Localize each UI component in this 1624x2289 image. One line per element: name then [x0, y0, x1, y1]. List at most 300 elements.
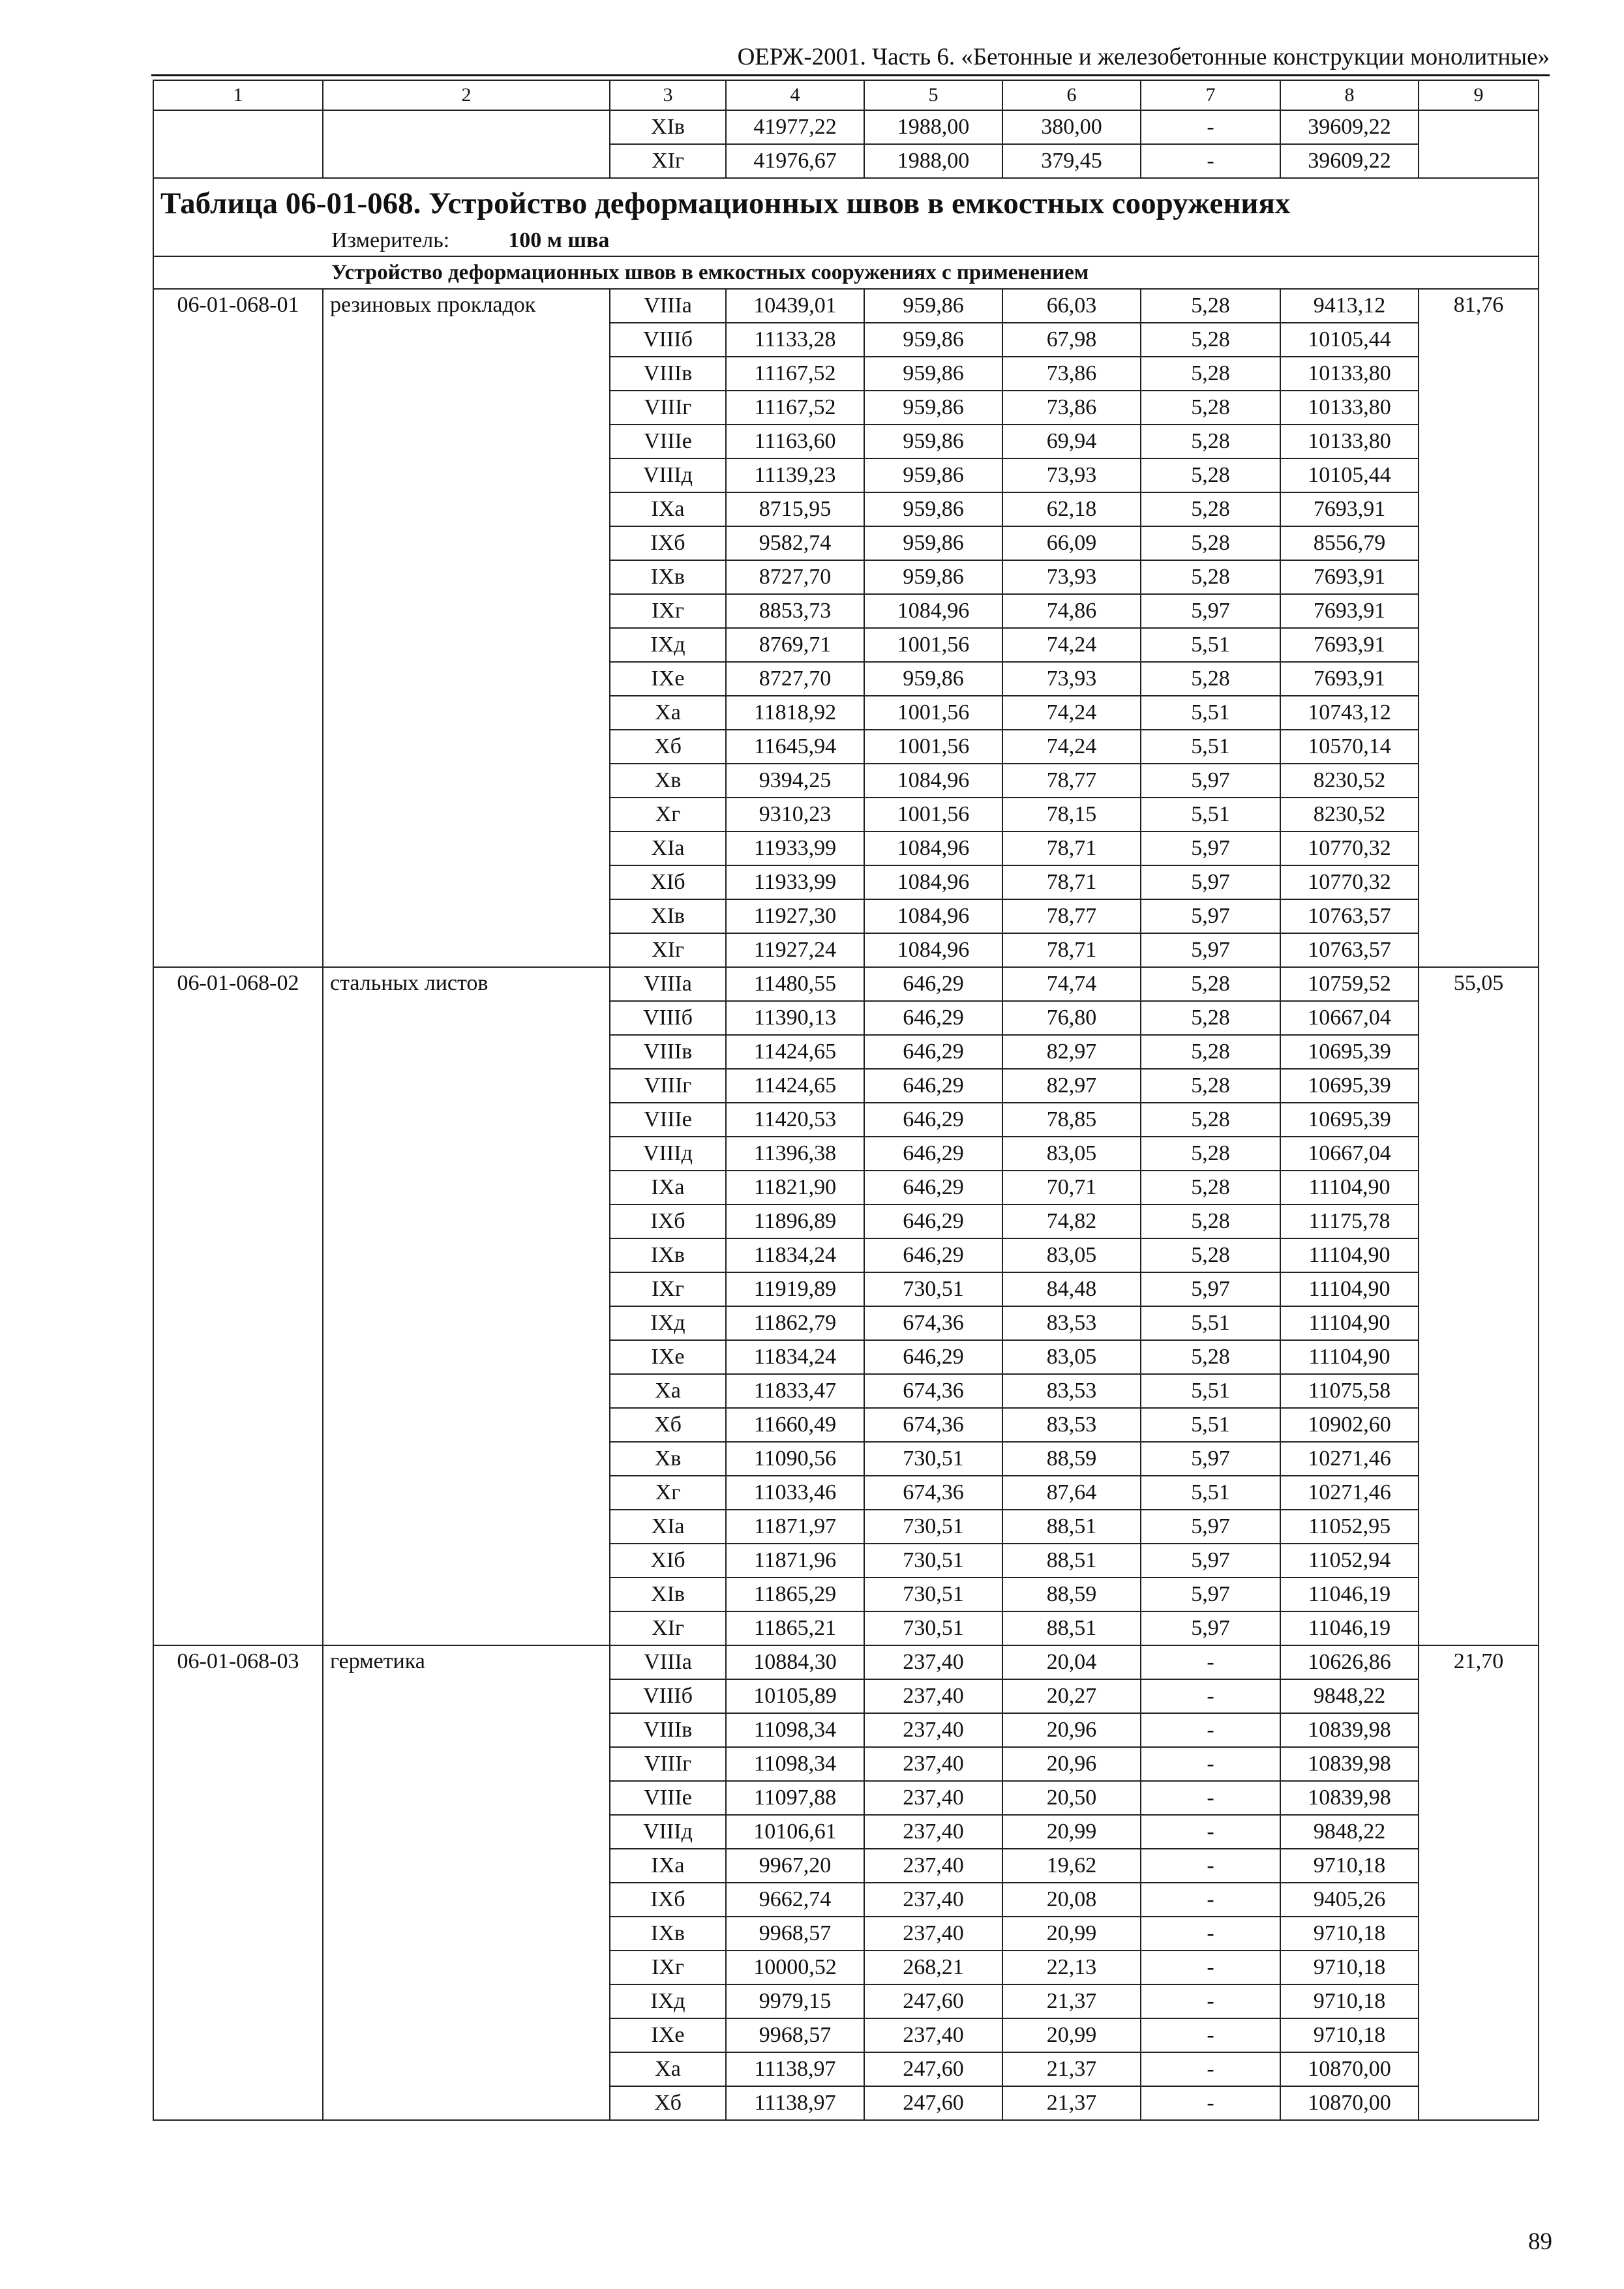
data-cell: 959,86: [864, 526, 1002, 560]
column-number: 4: [726, 80, 864, 110]
data-cell: XIб: [610, 1544, 726, 1578]
data-cell: 5,97: [1141, 933, 1280, 967]
data-cell: 5,97: [1141, 594, 1280, 628]
data-cell: 11833,47: [726, 1374, 864, 1408]
data-cell: 9310,23: [726, 798, 864, 831]
data-cell: -: [1141, 2052, 1280, 2086]
data-cell: 5,28: [1141, 1204, 1280, 1238]
data-cell: 1084,96: [864, 831, 1002, 865]
data-cell: XIв: [610, 899, 726, 933]
data-cell: VIIIв: [610, 357, 726, 391]
data-cell: 10626,86: [1280, 1645, 1419, 1679]
data-cell: 11424,65: [726, 1069, 864, 1103]
data-cell: XIг: [610, 1611, 726, 1645]
data-cell: 730,51: [864, 1578, 1002, 1611]
data-cell: 5,97: [1141, 1544, 1280, 1578]
data-cell: -: [1141, 1781, 1280, 1815]
empty-cell: [1419, 110, 1539, 178]
data-cell: 11075,58: [1280, 1374, 1419, 1408]
column-number: 6: [1002, 80, 1141, 110]
data-cell: 5,97: [1141, 1510, 1280, 1544]
data-cell: Xб: [610, 730, 726, 764]
data-cell: -: [1141, 1883, 1280, 1917]
data-cell: 9710,18: [1280, 1951, 1419, 1984]
data-cell: 11046,19: [1280, 1578, 1419, 1611]
data-cell: VIIIв: [610, 1035, 726, 1069]
data-cell: 247,60: [864, 2086, 1002, 2120]
data-cell: Xв: [610, 1442, 726, 1476]
item-code: 06-01-068-03: [153, 1645, 323, 2120]
data-cell: 9967,20: [726, 1849, 864, 1883]
data-cell: 959,86: [864, 357, 1002, 391]
data-cell: -: [1141, 110, 1280, 144]
data-cell: 11167,52: [726, 357, 864, 391]
data-cell: 88,59: [1002, 1578, 1141, 1611]
data-cell: 8230,52: [1280, 764, 1419, 798]
data-cell: -: [1141, 1917, 1280, 1951]
data-cell: IXе: [610, 662, 726, 696]
data-cell: 237,40: [864, 1747, 1002, 1781]
data-cell: 10271,46: [1280, 1442, 1419, 1476]
data-cell: 5,28: [1141, 357, 1280, 391]
data-cell: XIг: [610, 144, 726, 178]
data-cell: -: [1141, 2086, 1280, 2120]
data-cell: VIIIв: [610, 1713, 726, 1747]
data-cell: 5,28: [1141, 1238, 1280, 1272]
data-cell: 11090,56: [726, 1442, 864, 1476]
data-cell: IXд: [610, 1306, 726, 1340]
data-cell: -: [1141, 1679, 1280, 1713]
data-cell: 66,03: [1002, 289, 1141, 323]
data-cell: Xа: [610, 1374, 726, 1408]
data-cell: -: [1141, 1951, 1280, 1984]
data-cell: 5,28: [1141, 425, 1280, 458]
data-cell: 11919,89: [726, 1272, 864, 1306]
data-cell: 646,29: [864, 1204, 1002, 1238]
data-cell: 730,51: [864, 1611, 1002, 1645]
data-cell: 9582,74: [726, 526, 864, 560]
data-cell: IXе: [610, 1340, 726, 1374]
data-cell: 646,29: [864, 1001, 1002, 1035]
data-cell: 11862,79: [726, 1306, 864, 1340]
data-cell: 11133,28: [726, 323, 864, 357]
data-cell: 74,24: [1002, 730, 1141, 764]
data-cell: 237,40: [864, 1815, 1002, 1849]
data-cell: IXб: [610, 1204, 726, 1238]
data-cell: VIIIе: [610, 425, 726, 458]
data-cell: 5,28: [1141, 1035, 1280, 1069]
data-cell: 8715,95: [726, 492, 864, 526]
column-number: 9: [1419, 80, 1539, 110]
data-cell: 5,28: [1141, 458, 1280, 492]
data-cell: 9413,12: [1280, 289, 1419, 323]
data-cell: IXб: [610, 526, 726, 560]
data-cell: Xв: [610, 764, 726, 798]
data-cell: 11167,52: [726, 391, 864, 425]
data-cell: 11821,90: [726, 1171, 864, 1204]
data-cell: 646,29: [864, 1069, 1002, 1103]
data-cell: IXг: [610, 594, 726, 628]
data-cell: 73,93: [1002, 560, 1141, 594]
data-cell: 1001,56: [864, 730, 1002, 764]
data-cell: 237,40: [864, 1883, 1002, 1917]
data-cell: 10759,52: [1280, 967, 1419, 1001]
data-cell: 21,37: [1002, 1984, 1141, 2018]
data-cell: 10770,32: [1280, 831, 1419, 865]
data-cell: 9848,22: [1280, 1679, 1419, 1713]
data-cell: 9848,22: [1280, 1815, 1419, 1849]
data-cell: 11033,46: [726, 1476, 864, 1510]
data-cell: 5,28: [1141, 1137, 1280, 1171]
data-cell: 10133,80: [1280, 357, 1419, 391]
data-cell: 10105,44: [1280, 323, 1419, 357]
data-cell: 10743,12: [1280, 696, 1419, 730]
data-cell: 9968,57: [726, 2018, 864, 2052]
data-cell: 380,00: [1002, 110, 1141, 144]
data-cell: 7693,91: [1280, 628, 1419, 662]
column-9-value: 55,05: [1419, 967, 1539, 1645]
data-cell: 237,40: [864, 1849, 1002, 1883]
empty-cell: [323, 110, 610, 178]
data-cell: 11139,23: [726, 458, 864, 492]
data-cell: 10667,04: [1280, 1001, 1419, 1035]
data-cell: -: [1141, 2018, 1280, 2052]
data-cell: 11098,34: [726, 1713, 864, 1747]
data-cell: 1988,00: [864, 144, 1002, 178]
data-cell: 20,96: [1002, 1747, 1141, 1781]
data-cell: IXа: [610, 1171, 726, 1204]
data-cell: 10695,39: [1280, 1069, 1419, 1103]
column-9-value: 81,76: [1419, 289, 1539, 967]
data-cell: 9979,15: [726, 1984, 864, 2018]
data-cell: 8556,79: [1280, 526, 1419, 560]
data-cell: 11104,90: [1280, 1306, 1419, 1340]
data-cell: 7693,91: [1280, 492, 1419, 526]
data-cell: 10695,39: [1280, 1103, 1419, 1137]
data-cell: 8727,70: [726, 560, 864, 594]
data-cell: 11052,94: [1280, 1544, 1419, 1578]
data-cell: 5,97: [1141, 1611, 1280, 1645]
data-cell: 11396,38: [726, 1137, 864, 1171]
data-cell: 74,24: [1002, 628, 1141, 662]
data-cell: XIб: [610, 865, 726, 899]
data-cell: 73,93: [1002, 662, 1141, 696]
data-cell: 9710,18: [1280, 1984, 1419, 2018]
data-cell: -: [1141, 144, 1280, 178]
data-cell: 5,28: [1141, 1001, 1280, 1035]
data-cell: 8230,52: [1280, 798, 1419, 831]
data-cell: -: [1141, 1815, 1280, 1849]
data-cell: 83,53: [1002, 1408, 1141, 1442]
data-cell: 9968,57: [726, 1917, 864, 1951]
data-cell: 84,48: [1002, 1272, 1141, 1306]
data-cell: VIIIд: [610, 458, 726, 492]
data-cell: 10105,89: [726, 1679, 864, 1713]
data-cell: IXд: [610, 1984, 726, 2018]
table-title: Таблица 06-01-068. Устройство деформационных швов в емкостных сооружениях: [160, 187, 1291, 220]
section-heading: Устройство деформационных швов в емкостных сооружениях с применением: [153, 256, 1539, 289]
data-cell: 10763,57: [1280, 899, 1419, 933]
data-cell: 10770,32: [1280, 865, 1419, 899]
data-cell: 11104,90: [1280, 1272, 1419, 1306]
data-cell: 1084,96: [864, 899, 1002, 933]
data-cell: 20,50: [1002, 1781, 1141, 1815]
data-cell: 7693,91: [1280, 594, 1419, 628]
data-cell: 959,86: [864, 458, 1002, 492]
data-cell: 11098,34: [726, 1747, 864, 1781]
data-cell: 5,97: [1141, 1578, 1280, 1611]
data-cell: 11896,89: [726, 1204, 864, 1238]
data-cell: 11933,99: [726, 831, 864, 865]
data-cell: XIв: [610, 110, 726, 144]
data-cell: 11046,19: [1280, 1611, 1419, 1645]
data-cell: 20,27: [1002, 1679, 1141, 1713]
measure-line: [160, 226, 1529, 256]
data-cell: 959,86: [864, 560, 1002, 594]
data-cell: 959,86: [864, 289, 1002, 323]
data-cell: VIIIа: [610, 1645, 726, 1679]
data-cell: 19,62: [1002, 1849, 1141, 1883]
data-cell: 247,60: [864, 1984, 1002, 2018]
data-cell: 8727,70: [726, 662, 864, 696]
data-cell: 11480,55: [726, 967, 864, 1001]
data-cell: 5,28: [1141, 492, 1280, 526]
data-cell: 5,28: [1141, 391, 1280, 425]
page-number: 89: [1528, 2228, 1552, 2255]
data-cell: IXг: [610, 1951, 726, 1984]
data-cell: 78,77: [1002, 899, 1141, 933]
data-cell: 78,77: [1002, 764, 1141, 798]
measure-value: 100 м шва: [508, 228, 610, 252]
data-cell: IXв: [610, 1238, 726, 1272]
data-cell: 5,51: [1141, 730, 1280, 764]
data-cell: 82,97: [1002, 1069, 1141, 1103]
data-cell: 74,82: [1002, 1204, 1141, 1238]
data-cell: 78,15: [1002, 798, 1141, 831]
data-cell: 237,40: [864, 1679, 1002, 1713]
data-cell: 237,40: [864, 1713, 1002, 1747]
data-cell: 9662,74: [726, 1883, 864, 1917]
data-cell: 5,28: [1141, 323, 1280, 357]
data-cell: 5,28: [1141, 1069, 1280, 1103]
data-cell: VIIIа: [610, 289, 726, 323]
data-cell: 5,51: [1141, 1374, 1280, 1408]
data-cell: 10105,44: [1280, 458, 1419, 492]
data-cell: 5,97: [1141, 865, 1280, 899]
data-cell: XIа: [610, 1510, 726, 1544]
data-cell: 78,71: [1002, 865, 1141, 899]
data-cell: 74,24: [1002, 696, 1141, 730]
data-cell: 11818,92: [726, 696, 864, 730]
data-cell: IXд: [610, 628, 726, 662]
item-name: резиновых прокладок: [323, 289, 610, 967]
table-body: [153, 80, 1539, 2120]
data-cell: Xг: [610, 1476, 726, 1510]
data-cell: IXа: [610, 1849, 726, 1883]
data-cell: 5,51: [1141, 696, 1280, 730]
data-cell: XIа: [610, 831, 726, 865]
data-cell: 9710,18: [1280, 1917, 1419, 1951]
data-cell: 5,28: [1141, 526, 1280, 560]
column-number: 8: [1280, 80, 1419, 110]
data-cell: 10439,01: [726, 289, 864, 323]
data-cell: 674,36: [864, 1374, 1002, 1408]
measure-label: Измеритель:: [331, 228, 450, 252]
data-cell: 74,74: [1002, 967, 1141, 1001]
data-cell: 646,29: [864, 1103, 1002, 1137]
header-rule: [151, 74, 1550, 76]
data-cell: 646,29: [864, 1340, 1002, 1374]
data-cell: 66,09: [1002, 526, 1141, 560]
data-cell: 78,71: [1002, 933, 1141, 967]
data-cell: 78,85: [1002, 1103, 1141, 1137]
column-9-value: 21,70: [1419, 1645, 1539, 2120]
data-cell: 1084,96: [864, 594, 1002, 628]
data-cell: 11104,90: [1280, 1340, 1419, 1374]
data-cell: 11424,65: [726, 1035, 864, 1069]
data-cell: -: [1141, 1713, 1280, 1747]
data-cell: 83,05: [1002, 1340, 1141, 1374]
data-cell: -: [1141, 1849, 1280, 1883]
data-cell: 5,28: [1141, 662, 1280, 696]
data-cell: 11660,49: [726, 1408, 864, 1442]
data-cell: 10839,98: [1280, 1781, 1419, 1815]
data-cell: 20,99: [1002, 1815, 1141, 1849]
data-cell: 11163,60: [726, 425, 864, 458]
data-cell: 10667,04: [1280, 1137, 1419, 1171]
data-cell: VIIIб: [610, 323, 726, 357]
data-cell: -: [1141, 1984, 1280, 2018]
data-cell: 73,93: [1002, 458, 1141, 492]
data-cell: 5,51: [1141, 628, 1280, 662]
data-cell: 5,51: [1141, 798, 1280, 831]
data-cell: 20,96: [1002, 1713, 1141, 1747]
data-cell: 11865,21: [726, 1611, 864, 1645]
data-cell: 10902,60: [1280, 1408, 1419, 1442]
data-cell: 88,51: [1002, 1510, 1141, 1544]
data-cell: 9405,26: [1280, 1883, 1419, 1917]
table-title-row: [153, 178, 1539, 256]
data-cell: 1001,56: [864, 628, 1002, 662]
data-cell: 646,29: [864, 967, 1002, 1001]
data-cell: 10695,39: [1280, 1035, 1419, 1069]
data-cell: XIг: [610, 933, 726, 967]
data-cell: VIIIг: [610, 1069, 726, 1103]
data-cell: VIIIе: [610, 1103, 726, 1137]
data-cell: 237,40: [864, 1781, 1002, 1815]
table-row: [153, 967, 1539, 1001]
data-cell: VIIIб: [610, 1679, 726, 1713]
data-cell: 11097,88: [726, 1781, 864, 1815]
data-cell: 11871,96: [726, 1544, 864, 1578]
data-cell: 11927,24: [726, 933, 864, 967]
data-cell: 5,28: [1141, 1171, 1280, 1204]
data-cell: 959,86: [864, 425, 1002, 458]
data-cell: 87,64: [1002, 1476, 1141, 1510]
data-cell: 11871,97: [726, 1510, 864, 1544]
data-cell: 20,08: [1002, 1883, 1141, 1917]
data-cell: VIIIг: [610, 1747, 726, 1781]
data-cell: 10106,61: [726, 1815, 864, 1849]
data-cell: 11927,30: [726, 899, 864, 933]
item-name: стальных листов: [323, 967, 610, 1645]
data-cell: 8853,73: [726, 594, 864, 628]
data-cell: 1084,96: [864, 865, 1002, 899]
data-cell: Xб: [610, 1408, 726, 1442]
data-cell: 237,40: [864, 1917, 1002, 1951]
data-cell: 268,21: [864, 1951, 1002, 1984]
data-cell: 83,53: [1002, 1374, 1141, 1408]
data-cell: -: [1141, 1645, 1280, 1679]
item-name: герметика: [323, 1645, 610, 2120]
data-cell: 11834,24: [726, 1238, 864, 1272]
data-cell: 379,45: [1002, 144, 1141, 178]
column-number: 5: [864, 80, 1002, 110]
data-cell: 7693,91: [1280, 662, 1419, 696]
data-cell: 74,86: [1002, 594, 1141, 628]
data-cell: 1084,96: [864, 764, 1002, 798]
data-cell: 1988,00: [864, 110, 1002, 144]
data-cell: 11052,95: [1280, 1510, 1419, 1544]
data-cell: 39609,22: [1280, 144, 1419, 178]
data-cell: 11104,90: [1280, 1171, 1419, 1204]
data-cell: 730,51: [864, 1442, 1002, 1476]
data-cell: VIIIа: [610, 967, 726, 1001]
data-cell: 11390,13: [726, 1001, 864, 1035]
data-cell: 5,28: [1141, 1340, 1280, 1374]
data-cell: 730,51: [864, 1544, 1002, 1578]
column-number: 1: [153, 80, 323, 110]
data-cell: 5,51: [1141, 1408, 1280, 1442]
data-cell: 5,28: [1141, 289, 1280, 323]
data-cell: IXг: [610, 1272, 726, 1306]
data-cell: 8769,71: [726, 628, 864, 662]
data-cell: 20,04: [1002, 1645, 1141, 1679]
data-cell: 1001,56: [864, 798, 1002, 831]
data-cell: VIIIб: [610, 1001, 726, 1035]
data-cell: 11104,90: [1280, 1238, 1419, 1272]
data-cell: VIIIг: [610, 391, 726, 425]
data-cell: 41976,67: [726, 144, 864, 178]
data-cell: 5,97: [1141, 899, 1280, 933]
data-cell: 11834,24: [726, 1340, 864, 1374]
data-cell: 247,60: [864, 2052, 1002, 2086]
data-cell: 9394,25: [726, 764, 864, 798]
data-cell: 646,29: [864, 1238, 1002, 1272]
data-cell: 11138,97: [726, 2052, 864, 2086]
data-cell: 88,59: [1002, 1442, 1141, 1476]
column-number: 2: [323, 80, 610, 110]
data-cell: Xб: [610, 2086, 726, 2120]
data-cell: 959,86: [864, 323, 1002, 357]
data-cell: 9710,18: [1280, 2018, 1419, 2052]
data-cell: 10570,14: [1280, 730, 1419, 764]
data-cell: 7693,91: [1280, 560, 1419, 594]
item-code: 06-01-068-02: [153, 967, 323, 1645]
item-code: 06-01-068-01: [153, 289, 323, 967]
data-cell: 83,05: [1002, 1137, 1141, 1171]
table-row: [153, 110, 1539, 144]
data-cell: IXв: [610, 560, 726, 594]
data-cell: 10271,46: [1280, 1476, 1419, 1510]
data-cell: 11175,78: [1280, 1204, 1419, 1238]
data-cell: 10000,52: [726, 1951, 864, 1984]
data-cell: 1084,96: [864, 933, 1002, 967]
data-cell: 237,40: [864, 2018, 1002, 2052]
data-cell: 5,28: [1141, 967, 1280, 1001]
data-cell: 646,29: [864, 1035, 1002, 1069]
data-cell: 39609,22: [1280, 110, 1419, 144]
